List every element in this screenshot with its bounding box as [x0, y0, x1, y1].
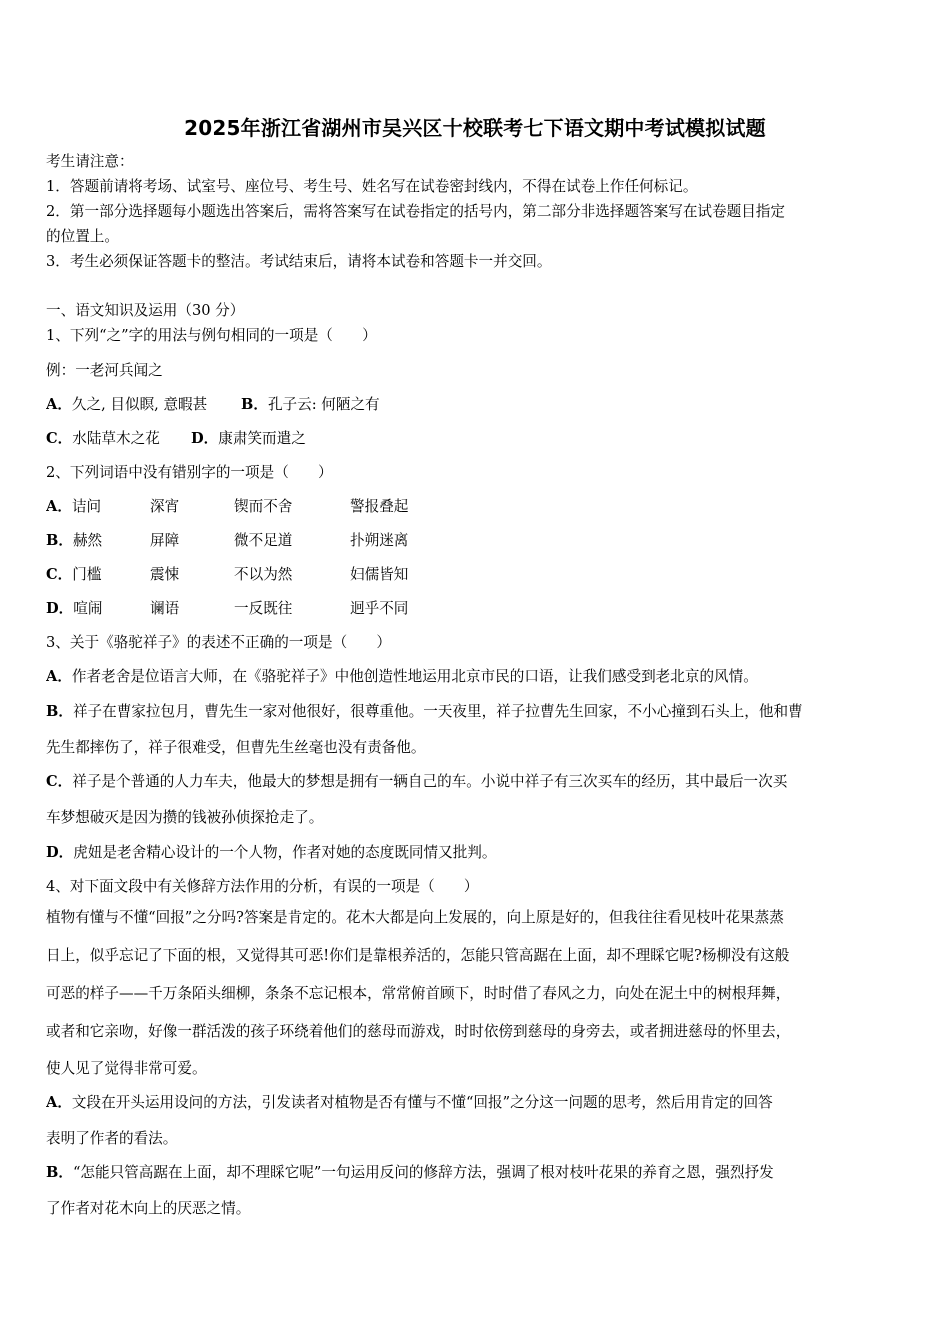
q1-option-c: 水陆草木之花	[72, 430, 160, 447]
q2-b-w3: 微不足道	[234, 532, 293, 549]
q2-c-w4: 妇儒皆知	[350, 566, 409, 583]
notice-item-3: 3．考生必须保证答题卡的整洁。考试结束后，请将本试卷和答题卡一并交回。	[46, 253, 552, 270]
q2-b-label: B．	[46, 532, 73, 549]
q4-b-text: “怎能只管高踞在上面，却不理睬它呢”一句运用反问的修辞方法，强调了根对枝叶花果的养育之恩，强烈抒发	[72, 1164, 774, 1181]
q2-d-w4: 迥乎不同	[350, 600, 409, 617]
q2-c-w1: 门槛	[72, 566, 102, 583]
q1-option-d: 康肃笑而遣之	[218, 430, 306, 447]
q2-d-label: D．	[46, 600, 74, 617]
q2-option-d	[46, 599, 908, 619]
q2-d-w3: 一反既往	[234, 600, 293, 617]
q2-b-w2: 屏障	[150, 532, 180, 549]
q4-stem: 4、对下面文段中有关修辞方法作用的分析，有误的一项是（ ）	[46, 878, 479, 895]
q3-option-a	[46, 667, 908, 687]
q4-a-text: 文段在开头运用设问的方法，引发读者对植物是否有懂与不懂“回报”之分这一问题的思考，然后用肯定的回答	[71, 1094, 773, 1111]
q1-options-cd	[46, 429, 908, 449]
q3-a-label: A．	[46, 668, 72, 685]
q2-a-w3: 锲而不舍	[234, 498, 293, 515]
q3-c-text: 祥子是个普通的人力车夫，他最大的梦想是拥有一辆自己的车。小说中祥子有三次买车的经历，其中最后一次买	[72, 773, 788, 790]
notice-item-1: 1．答题前请将考场、试室号、座位号、考生号、姓名写在试卷密封线内，不得在试卷上作任何标记。	[46, 178, 698, 195]
q3-option-b	[46, 702, 908, 722]
q3-b-text: 祥子在曹家拉包月，曹先生一家对他很好，很尊重他。一天夜里，祥子拉曹先生回家，不小心撞到石头上，他和曹	[72, 703, 803, 720]
q3-d-label: D．	[46, 844, 74, 861]
q1-option-a: 久之, 目似瞑, 意暇甚	[71, 396, 208, 413]
q4-option-b-cont: 了作者对花木向上的厌恶之情。	[46, 1200, 251, 1217]
page-title: 2025年浙江省湖州市吴兴区十校联考七下语文期中考试模拟试题	[184, 116, 766, 140]
q1-option-b-label: B．	[241, 396, 268, 413]
q1-option-b-wrap	[241, 395, 380, 415]
q2-option-a	[46, 497, 908, 517]
q4-option-b	[46, 1163, 908, 1183]
q4-passage-line-4: 或者和它亲吻，好像一群活泼的孩子环绕着他们的慈母而游戏，时时依傍到慈母的身旁去，或者拥进慈母的怀里去，	[46, 1023, 791, 1040]
q2-d-w2: 谰语	[150, 600, 180, 617]
q2-b-w4: 扑朔迷离	[350, 532, 409, 549]
q4-passage-line-2: 日上，似乎忘记了下面的根，又觉得其可恶!你们是靠根养活的，怎能只管高踞在上面，却不理睬它呢?杨柳没有这般	[46, 947, 790, 964]
q1-option-a-label: A．	[46, 396, 72, 413]
q2-a-label: A．	[46, 498, 72, 515]
q4-passage-line-1: 植物有懂与不懂“回报”之分吗?答案是肯定的。花木大都是向上发展的，向上原是好的，但我往往看见枝叶花果蒸蒸	[46, 909, 784, 926]
q2-a-w2: 深宵	[150, 498, 180, 515]
q3-option-d	[46, 843, 908, 863]
q1-option-d-wrap	[191, 429, 306, 449]
q3-option-b-cont: 先生都摔伤了，祥子很难受，但曹先生丝毫也没有责备他。	[46, 739, 426, 756]
q3-a-text: 作者老舍是位语言大师，在《骆驼祥子》中他创造性地运用北京市民的口语，让我们感受到老北京的风情。	[71, 668, 758, 685]
q3-option-c-cont: 车梦想破灭是因为攒的钱被孙侦探抢走了。	[46, 809, 324, 826]
q1-options-ab	[46, 395, 908, 415]
notice-heading: 考生请注意：	[46, 153, 134, 170]
q3-d-text: 虎妞是老舍精心设计的一个人物，作者对她的态度既同情又批判。	[73, 844, 497, 861]
q1-option-b: 孔子云: 何陋之有	[267, 396, 380, 413]
q2-c-w2: 震悚	[150, 566, 180, 583]
q2-option-c	[46, 565, 908, 585]
q4-option-a	[46, 1093, 908, 1113]
q1-option-c-label: C．	[46, 430, 73, 447]
q2-c-label: C．	[46, 566, 73, 583]
notice-item-2-cont: 的位置上。	[46, 228, 119, 245]
q3-b-label: B．	[46, 703, 73, 720]
q2-a-w4: 警报叠起	[350, 498, 409, 515]
q1-stem: 1、下列“之”字的用法与例句相同的一项是（ ）	[46, 327, 377, 344]
q2-option-b	[46, 531, 908, 551]
section-heading: 一、语文知识及运用（30 分）	[46, 302, 245, 319]
q2-b-w1: 赫然	[72, 532, 103, 549]
q2-a-w1: 诘问	[71, 498, 102, 515]
q3-option-c	[46, 772, 908, 792]
q4-a-label: A．	[46, 1094, 72, 1111]
q4-b-label: B．	[46, 1164, 73, 1181]
notice-item-2: 2．第一部分选择题每小题选出答案后，需将答案写在试卷指定的括号内，第二部分非选择题答案写在试卷题目指定	[46, 203, 785, 220]
q1-example: 例：一老河兵闻之	[46, 362, 163, 379]
q4-option-a-cont: 表明了作者的看法。	[46, 1130, 178, 1147]
q2-stem: 2、下列词语中没有错别字的一项是（ ）	[46, 464, 333, 481]
q4-passage-line-5: 使人见了觉得非常可爱。	[46, 1060, 207, 1077]
q3-c-label: C．	[46, 773, 73, 790]
q4-passage-line-3: 可恶的样子——千万条陌头细柳，条条不忘记根本，常常俯首顾下，时时借了春风之力，向处在泥土中的树根拜舞，	[46, 985, 791, 1002]
q3-stem: 3、关于《骆驼祥子》的表述不正确的一项是（ ）	[46, 634, 391, 651]
q2-d-w1: 喧闹	[73, 600, 103, 617]
q1-option-d-label: D．	[191, 430, 219, 447]
q2-c-w3: 不以为然	[234, 566, 293, 583]
